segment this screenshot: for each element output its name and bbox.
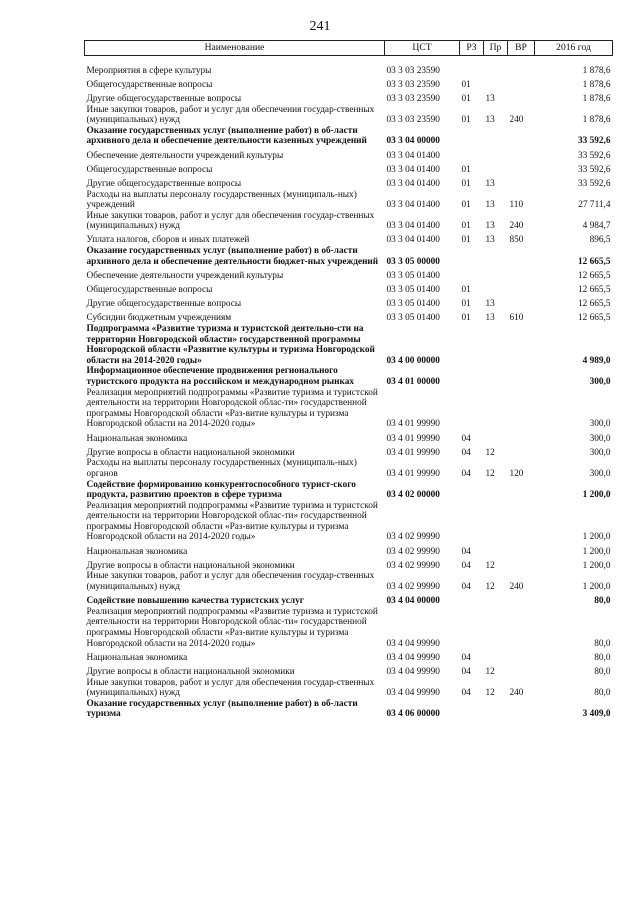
table-row: [85, 211, 613, 232]
table-row: [85, 501, 613, 543]
row-cst: 03 4 01 99990: [386, 433, 440, 444]
row-amount: 80,0: [594, 596, 611, 607]
row-vr: 240: [509, 115, 524, 126]
row-pr: [484, 388, 508, 430]
row-cst: 03 4 02 99990: [386, 532, 440, 543]
row-pr: 12: [485, 560, 495, 571]
row-vr: [508, 649, 535, 663]
row-pr: [484, 543, 508, 557]
row-cst: 03 4 01 99990: [386, 468, 440, 479]
row-name: Оказание государственных услуг (выполнение работ) в об-ласти архивного дела и обеспечение деятельности бюджет-ных учреждений: [86, 246, 379, 267]
row-name: Реализация мероприятий подпрограммы «Развитие туризма и туристской деятельности на территории Новгородской облас-ти» государственной программы Новгородской области «Раз-витие культуры и туризма Новгородской области на 2014-2020 годы»: [86, 500, 378, 543]
row-rz: 04: [461, 652, 471, 663]
row-cst: 03 3 03 23590: [386, 115, 440, 126]
table-row: [85, 366, 613, 387]
row-amount: 1 200,0: [582, 490, 611, 501]
row-cst: 03 3 05 01400: [386, 299, 440, 310]
table-row: [85, 699, 613, 720]
row-pr: [484, 607, 508, 649]
row-cst: 03 3 05 01400: [386, 313, 440, 324]
row-vr: [508, 430, 535, 444]
row-cst: 03 4 02 00000: [386, 490, 440, 501]
row-rz: 01: [461, 221, 471, 232]
row-pr: 13: [485, 235, 495, 246]
row-cst: 03 4 00 00000: [386, 355, 440, 366]
row-amount: 4 989,0: [582, 355, 611, 366]
row-vr: 240: [509, 582, 524, 593]
row-vr: 120: [509, 468, 524, 479]
row-rz: [460, 246, 484, 267]
row-cst: 03 3 03 23590: [386, 93, 440, 104]
row-amount: 12 665,5: [577, 299, 611, 310]
row-amount: 1 878,6: [582, 115, 611, 126]
row-vr: [508, 501, 535, 543]
row-vr: 240: [509, 221, 524, 232]
row-name: Оказание государственных услуг (выполнение работ) в об-ласти туризма: [86, 698, 358, 720]
row-pr: [484, 430, 508, 444]
row-rz: [460, 699, 484, 720]
row-amount: 300,0: [589, 419, 611, 430]
row-amount: 80,0: [594, 638, 611, 649]
row-amount: 896,5: [589, 235, 611, 246]
row-name: Содействие формированию конкурентоспособного турист-ского продукта, развитию проектов в сфере туризма: [86, 479, 356, 501]
row-name: Общегосударственные вопросы: [86, 285, 213, 296]
row-vr: [508, 76, 535, 90]
row-cst: 03 4 04 00000: [386, 596, 440, 607]
row-rz: [460, 593, 484, 607]
row-rz: [460, 388, 484, 430]
row-vr: 240: [509, 688, 524, 699]
row-pr: 12: [485, 582, 495, 593]
row-rz: 04: [461, 666, 471, 677]
row-amount: 300,0: [589, 447, 611, 458]
row-amount: 80,0: [594, 652, 611, 663]
row-pr: 13: [485, 93, 495, 104]
row-pr: 12: [485, 468, 495, 479]
row-name: Другие общегосударственные вопросы: [86, 178, 242, 189]
row-rz: 01: [461, 235, 471, 246]
table-row: [85, 232, 613, 246]
row-amount: 12 665,5: [577, 313, 611, 324]
row-vr: 110: [509, 200, 524, 211]
row-name: Национальная экономика: [86, 652, 188, 663]
row-rz: [460, 607, 484, 649]
header-rz: РЗ: [460, 41, 484, 56]
row-cst: 03 4 02 99990: [386, 582, 440, 593]
row-amount: 1 200,0: [582, 582, 611, 593]
row-rz: 01: [461, 178, 471, 189]
table-row: [85, 281, 613, 295]
row-name: Обеспечение деятельности учреждений культуры: [86, 270, 284, 281]
row-name: Другие вопросы в области национальной экономики: [86, 560, 295, 571]
table-row: [85, 678, 613, 699]
row-rz: [460, 366, 484, 387]
row-rz: 04: [461, 582, 471, 593]
table-row: [85, 593, 613, 607]
row-vr: [508, 296, 535, 310]
table-row: [85, 190, 613, 211]
table-row: [85, 56, 613, 77]
row-vr: [508, 388, 535, 430]
row-name: Другие общегосударственные вопросы: [86, 93, 242, 104]
table-row: [85, 324, 613, 366]
row-name: Реализация мероприятий подпрограммы «Развитие туризма и туристской деятельности на территории Новгородской облас-ти» государственной программы Новгородской области «Раз-витие культуры и туризма Новгородской области на 2014-2020 годы»: [86, 606, 378, 649]
row-vr: [508, 366, 535, 387]
row-name: Другие вопросы в области национальной экономики: [86, 666, 295, 677]
header-name: Наименование: [85, 41, 385, 56]
header-pr: Пр: [484, 41, 508, 56]
table-row: [85, 147, 613, 161]
row-rz: 04: [461, 447, 471, 458]
table-row: [85, 161, 613, 175]
row-amount: 33 592,6: [577, 178, 611, 189]
row-amount: 4 984,7: [582, 221, 611, 232]
row-pr: [484, 699, 508, 720]
row-amount: 3 409,0: [582, 709, 611, 720]
row-rz: [460, 147, 484, 161]
row-name: Содействие повышению качества туристских услуг: [86, 596, 304, 607]
row-rz: 04: [461, 688, 471, 699]
row-name: Расходы на выплаты персоналу государственных (муниципаль-ных) учреждений: [86, 189, 357, 211]
header-year: 2016 год: [535, 41, 613, 56]
table-row: [85, 76, 613, 90]
row-pr: 12: [485, 688, 495, 699]
row-vr: [508, 607, 535, 649]
row-pr: 13: [485, 221, 495, 232]
table-row: [85, 105, 613, 126]
table-row: [85, 310, 613, 324]
row-amount: 80,0: [594, 666, 611, 677]
row-cst: 03 3 05 01400: [386, 285, 440, 296]
row-amount: 12 665,5: [577, 256, 611, 267]
row-name: Уплата налогов, сборов и иных платежей: [86, 235, 250, 246]
row-vr: [508, 593, 535, 607]
row-amount: 27 711,4: [578, 200, 611, 211]
row-cst: 03 4 04 99990: [386, 652, 440, 663]
row-name: Другие вопросы в области национальной экономики: [86, 447, 295, 458]
row-pr: 13: [485, 200, 495, 211]
row-amount: 1 200,0: [582, 532, 611, 543]
table-row: [85, 388, 613, 430]
row-vr: [508, 480, 535, 501]
row-name: Иные закупки товаров, работ и услуг для обеспечения государ-ственных (муниципальных) нужд: [86, 104, 375, 126]
row-pr: [484, 147, 508, 161]
table-row: [85, 126, 613, 147]
row-name: Иные закупки товаров, работ и услуг для обеспечения государ-ственных (муниципальных) нужд: [86, 677, 375, 699]
row-amount: 1 878,6: [582, 65, 611, 76]
table-row: [85, 246, 613, 267]
row-name: Обеспечение деятельности учреждений культуры: [86, 150, 284, 161]
row-rz: [460, 501, 484, 543]
row-pr: [484, 501, 508, 543]
row-name: Национальная экономика: [86, 433, 188, 444]
row-cst: 03 4 04 99990: [386, 638, 440, 649]
row-pr: [484, 281, 508, 295]
row-rz: 04: [461, 546, 471, 557]
table-row: [85, 663, 613, 677]
row-cst: 03 4 01 99990: [386, 419, 440, 430]
row-cst: 03 4 01 99990: [386, 447, 440, 458]
row-amount: 1 200,0: [582, 560, 611, 571]
budget-table: [84, 40, 613, 720]
row-name: Общегосударственные вопросы: [86, 164, 213, 175]
row-pr: 12: [485, 447, 495, 458]
row-vr: [508, 281, 535, 295]
row-name: Информационное обеспечение продвижения регионального туристского продукта на российском и международном рынках: [86, 366, 355, 387]
row-pr: 13: [485, 178, 495, 189]
row-vr: [508, 324, 535, 366]
row-amount: 1 878,6: [582, 79, 611, 90]
row-vr: [508, 557, 535, 571]
row-vr: [508, 267, 535, 281]
row-rz: 04: [461, 560, 471, 571]
row-vr: [508, 543, 535, 557]
row-name: Реализация мероприятий подпрограммы «Развитие туризма и туристской деятельности на территории Новгородской облас-ти» государственной программы Новгородской области «Раз-витие культуры и туризма Новгородской области на 2014-2020 годы»: [86, 387, 378, 430]
row-cst: 03 4 06 00000: [386, 709, 440, 720]
row-amount: 1 878,6: [582, 93, 611, 104]
row-pr: [484, 126, 508, 147]
table-row: [85, 90, 613, 104]
row-rz: [460, 56, 484, 77]
row-pr: [484, 366, 508, 387]
row-cst: 03 3 04 01400: [386, 200, 440, 211]
row-cst: 03 3 04 01400: [386, 150, 440, 161]
row-cst: 03 3 04 01400: [386, 235, 440, 246]
page-number: 241: [309, 19, 331, 34]
table-row: [85, 458, 613, 479]
table-body: [85, 56, 613, 720]
row-rz: 04: [461, 468, 471, 479]
row-name: Общегосударственные вопросы: [86, 79, 213, 90]
row-pr: [484, 76, 508, 90]
row-vr: 610: [509, 313, 524, 324]
row-rz: [460, 324, 484, 366]
row-name: Иные закупки товаров, работ и услуг для обеспечения государ-ственных (муниципальных) нужд: [86, 210, 375, 232]
row-name: Субсидии бюджетным учреждениям: [86, 313, 232, 324]
table-row: [85, 649, 613, 663]
row-amount: 80,0: [594, 688, 611, 699]
row-rz: 01: [461, 164, 471, 175]
table-row: [85, 444, 613, 458]
row-cst: 03 3 04 01400: [386, 178, 440, 189]
row-pr: [484, 56, 508, 77]
table-row: [85, 296, 613, 310]
row-amount: 300,0: [589, 468, 611, 479]
table-header: [85, 41, 613, 56]
row-cst: 03 3 04 00000: [386, 136, 440, 147]
row-vr: [508, 663, 535, 677]
row-rz: 01: [461, 79, 471, 90]
row-rz: [460, 480, 484, 501]
row-vr: [508, 175, 535, 189]
row-vr: [508, 246, 535, 267]
table-row: [85, 557, 613, 571]
row-pr: 12: [485, 666, 495, 677]
header-cst: ЦСТ: [385, 41, 460, 56]
row-pr: [484, 593, 508, 607]
row-vr: [508, 90, 535, 104]
table-row: [85, 543, 613, 557]
row-amount: 33 592,6: [577, 136, 611, 147]
row-amount: 1 200,0: [582, 546, 611, 557]
row-rz: 01: [461, 299, 471, 310]
row-cst: 03 3 05 00000: [386, 256, 440, 267]
row-cst: 03 4 04 99990: [386, 688, 440, 699]
row-pr: [484, 480, 508, 501]
row-pr: 13: [485, 313, 495, 324]
row-pr: [484, 161, 508, 175]
row-cst: 03 3 05 01400: [386, 270, 440, 281]
row-cst: 03 4 04 99990: [386, 666, 440, 677]
row-name: Подпрограмма «Развитие туризма и туристской деятельно-сти на территории Новгородской области» государственной программы Новгородской области «Развитие культуры и туризма Новгородской области на 2014-2020 годы»: [86, 324, 375, 366]
row-rz: 04: [461, 433, 471, 444]
row-pr: [484, 649, 508, 663]
row-vr: [508, 699, 535, 720]
row-amount: 33 592,6: [577, 150, 611, 161]
row-amount: 300,0: [589, 433, 611, 444]
row-pr: 13: [485, 115, 495, 126]
row-name: Мероприятия в сфере культуры: [86, 65, 212, 76]
row-name: Другие общегосударственные вопросы: [86, 299, 242, 310]
row-pr: [484, 267, 508, 281]
row-cst: 03 4 01 00000: [386, 376, 440, 387]
table-row: [85, 267, 613, 281]
row-cst: 03 3 03 23590: [386, 65, 440, 76]
row-name: Иные закупки товаров, работ и услуг для обеспечения государ-ственных (муниципальных) нужд: [86, 571, 375, 593]
row-name: Оказание государственных услуг (выполнение работ) в об-ласти архивного дела и обеспечение деятельности казенных учреждений: [86, 125, 367, 147]
table-row: [85, 480, 613, 501]
row-amount: 33 592,6: [577, 164, 611, 175]
row-rz: [460, 267, 484, 281]
row-rz: 01: [461, 93, 471, 104]
row-cst: 03 3 03 23590: [386, 79, 440, 90]
row-rz: 01: [461, 313, 471, 324]
row-vr: [508, 161, 535, 175]
row-amount: 12 665,5: [577, 270, 611, 281]
row-pr: 13: [485, 299, 495, 310]
row-vr: [508, 147, 535, 161]
row-vr: 850: [509, 235, 524, 246]
row-cst: 03 4 02 99990: [386, 560, 440, 571]
row-vr: [508, 56, 535, 77]
row-cst: 03 4 02 99990: [386, 546, 440, 557]
row-amount: 12 665,5: [577, 285, 611, 296]
table-row: [85, 607, 613, 649]
row-cst: 03 3 04 01400: [386, 221, 440, 232]
row-name: Расходы на выплаты персоналу государственных (муниципаль-ных) органов: [86, 458, 357, 479]
row-amount: 300,0: [589, 376, 611, 387]
row-rz: 01: [461, 115, 471, 126]
row-pr: [484, 324, 508, 366]
row-rz: 01: [461, 200, 471, 211]
row-vr: [508, 126, 535, 147]
row-cst: 03 3 04 01400: [386, 164, 440, 175]
row-vr: [508, 444, 535, 458]
table-row: [85, 571, 613, 592]
row-rz: 01: [461, 285, 471, 296]
row-pr: [484, 246, 508, 267]
row-name: Национальная экономика: [86, 546, 188, 557]
row-rz: [460, 126, 484, 147]
table-row: [85, 430, 613, 444]
header-vr: ВР: [508, 41, 535, 56]
table-row: [85, 175, 613, 189]
